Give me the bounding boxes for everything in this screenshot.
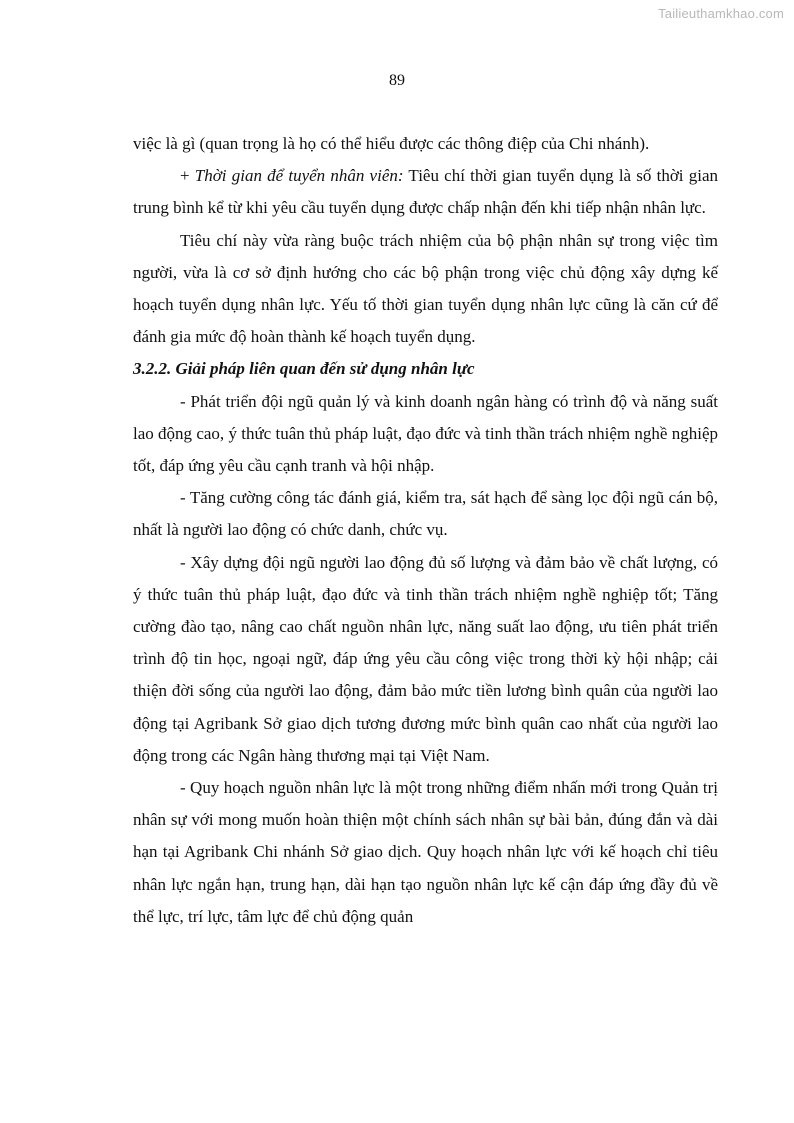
- bullet-prefix: +: [180, 166, 195, 186]
- paragraph-criterion-explanation: Tiêu chí này vừa ràng buộc trách nhiệm của bộ phận nhân sự trong việc tìm người, vừa là cơ sở định hướng cho các bộ phận trong việc chủ động xây dựng kế hoạch tuyển dụng nhân lực. Yếu tố thời gian tuyển dụng nhân lực cũng là căn cứ để đánh gia mức độ hoàn thành kế hoạch tuyển dụng.: [133, 230, 718, 347]
- paragraph-workforce: - Xây dựng đội ngũ người lao động đủ số lượng và đảm bảo về chất lượng, có ý thức tuân thủ pháp luật, đạo đức và tinh thần trách nhiệm nghề nghiệp tốt; Tăng cường đào tạo, nâng cao chất nguồn nhân lực, năng suất lao động, ưu tiên phát triển trình độ tin học, ngoại ngữ, đáp ứng yêu cầu công việc trong thời kỳ hội nhập; cải thiện đời sống của người lao động, đảm bảo mức tiền lương bình quân của người lao động tại Agribank Sở giao dịch tương đương mức bình quân cao nhất của người lao động trong các Ngân hàng thương mại tại Việt Nam.: [133, 552, 718, 765]
- section-heading: 3.2.2. Giải pháp liên quan đến sử dụng nhân lực: [133, 359, 475, 379]
- criterion-label: Thời gian để tuyển nhân viên:: [194, 166, 404, 186]
- paragraph-recruitment-time: [133, 160, 718, 224]
- page-number: 89: [389, 72, 405, 89]
- criterion-text: Tiêu chí thời gian tuyển dụng là số thời gian trung bình kể từ khi yêu cầu tuyển dụng được chấp nhận đến khi tiếp nhận nhân lực.: [133, 166, 718, 218]
- paragraph-management-team: - Phát triển đội ngũ quản lý và kinh doanh ngân hàng có trình độ và năng suất lao động cao, ý thức tuân thủ pháp luật, đạo đức và tinh thần trách nhiệm nghề nghiệp tốt, đáp ứng yêu cầu cạnh tranh và hội nhập.: [133, 391, 718, 476]
- document-body: [133, 128, 718, 933]
- paragraph-evaluation: - Tăng cường công tác đánh giá, kiểm tra, sát hạch để sàng lọc đội ngũ cán bộ, nhất là người lao động có chức danh, chức vụ.: [133, 488, 718, 540]
- paragraph-continuation: việc là gì (quan trọng là họ có thể hiểu được các thông điệp của Chi nhánh).: [133, 134, 650, 153]
- watermark: Tailieuthamkhao.com: [658, 6, 784, 21]
- paragraph-hr-planning: - Quy hoạch nguồn nhân lực là một trong những điểm nhấn mới trong Quản trị nhân sự với mong muốn hoàn thiện một chính sách nhân sự bài bản, đúng đắn và dài hạn tại Agribank Chi nhánh Sở giao dịch. Quy hoạch nhân lực với kế hoạch chỉ tiêu nhân lực ngắn hạn, trung hạn, dài hạn tạo nguồn nhân lực kế cận đáp ứng đầy đủ về thể lực, trí lực, tâm lực để chủ động quản: [133, 778, 718, 926]
